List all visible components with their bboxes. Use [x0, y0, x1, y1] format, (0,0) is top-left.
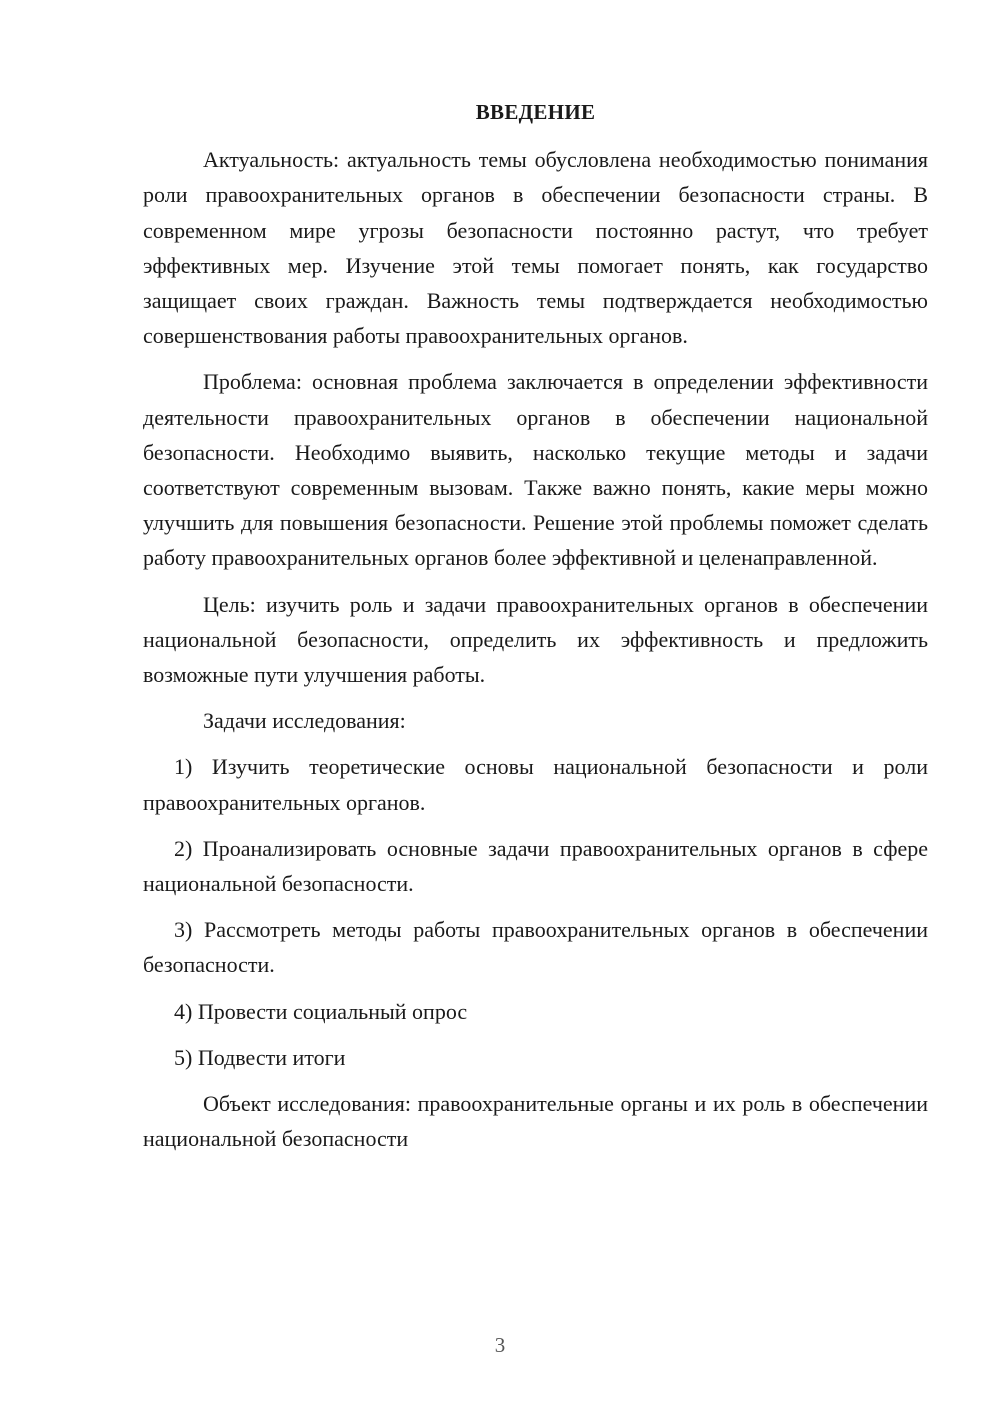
task-item-2: 2) Проанализировать основные задачи правоохранительных органов в сфере национальной безопасности.	[143, 835, 928, 897]
task-item-5: 5) Подвести итоги	[174, 1044, 346, 1070]
page-number: 3	[494, 1333, 506, 1357]
paragraph-object: Объект исследования: правоохранительные органы и их роль в обеспечении национальной безопасности	[143, 1091, 928, 1152]
page-title: ВВЕДЕНИЕ	[475, 100, 596, 124]
tasks-heading: Задачи исследования:	[203, 708, 406, 734]
paragraph-goal: Цель: изучить роль и задачи правоохранительных органов в обеспечении национальной безопасности, определить их эффективность и предложить возможные пути улучшения работы.	[143, 591, 928, 688]
task-item-1: 1) Изучить теоретические основы национальной безопасности и роли правоохранительных органов.	[143, 754, 928, 815]
task-item-4: 4) Провести социальный опрос	[174, 998, 468, 1024]
paragraph-relevance: Актуальность: актуальность темы обусловлена необходимостью понимания роли правоохранительных органов в обеспечении безопасности страны. В современном мире угрозы безопасности постоянно растут, что требует эффективных мер. Изучение этой темы помогает понять, как государство защищает своих граждан. Важность темы подтверждается необходимостью совершенствования работы правоохранительных органов.	[143, 147, 928, 349]
paragraph-problem: Проблема: основная проблема заключается в определении эффективности деятельности правоохранительных органов в обеспечении национальной безопасности. Необходимо выявить, насколько текущие методы и задачи соответствуют современным вызовам. Также важно понять, какие меры можно улучшить для повышения безопасности. Решение этой проблемы поможет сделать работу правоохранительных органов более эффективной и целенаправленной.	[143, 369, 928, 571]
task-item-3: 3) Рассмотреть методы работы правоохранительных органов в обеспечении безопасности.	[143, 917, 928, 978]
document-page	[143, 95, 928, 1167]
